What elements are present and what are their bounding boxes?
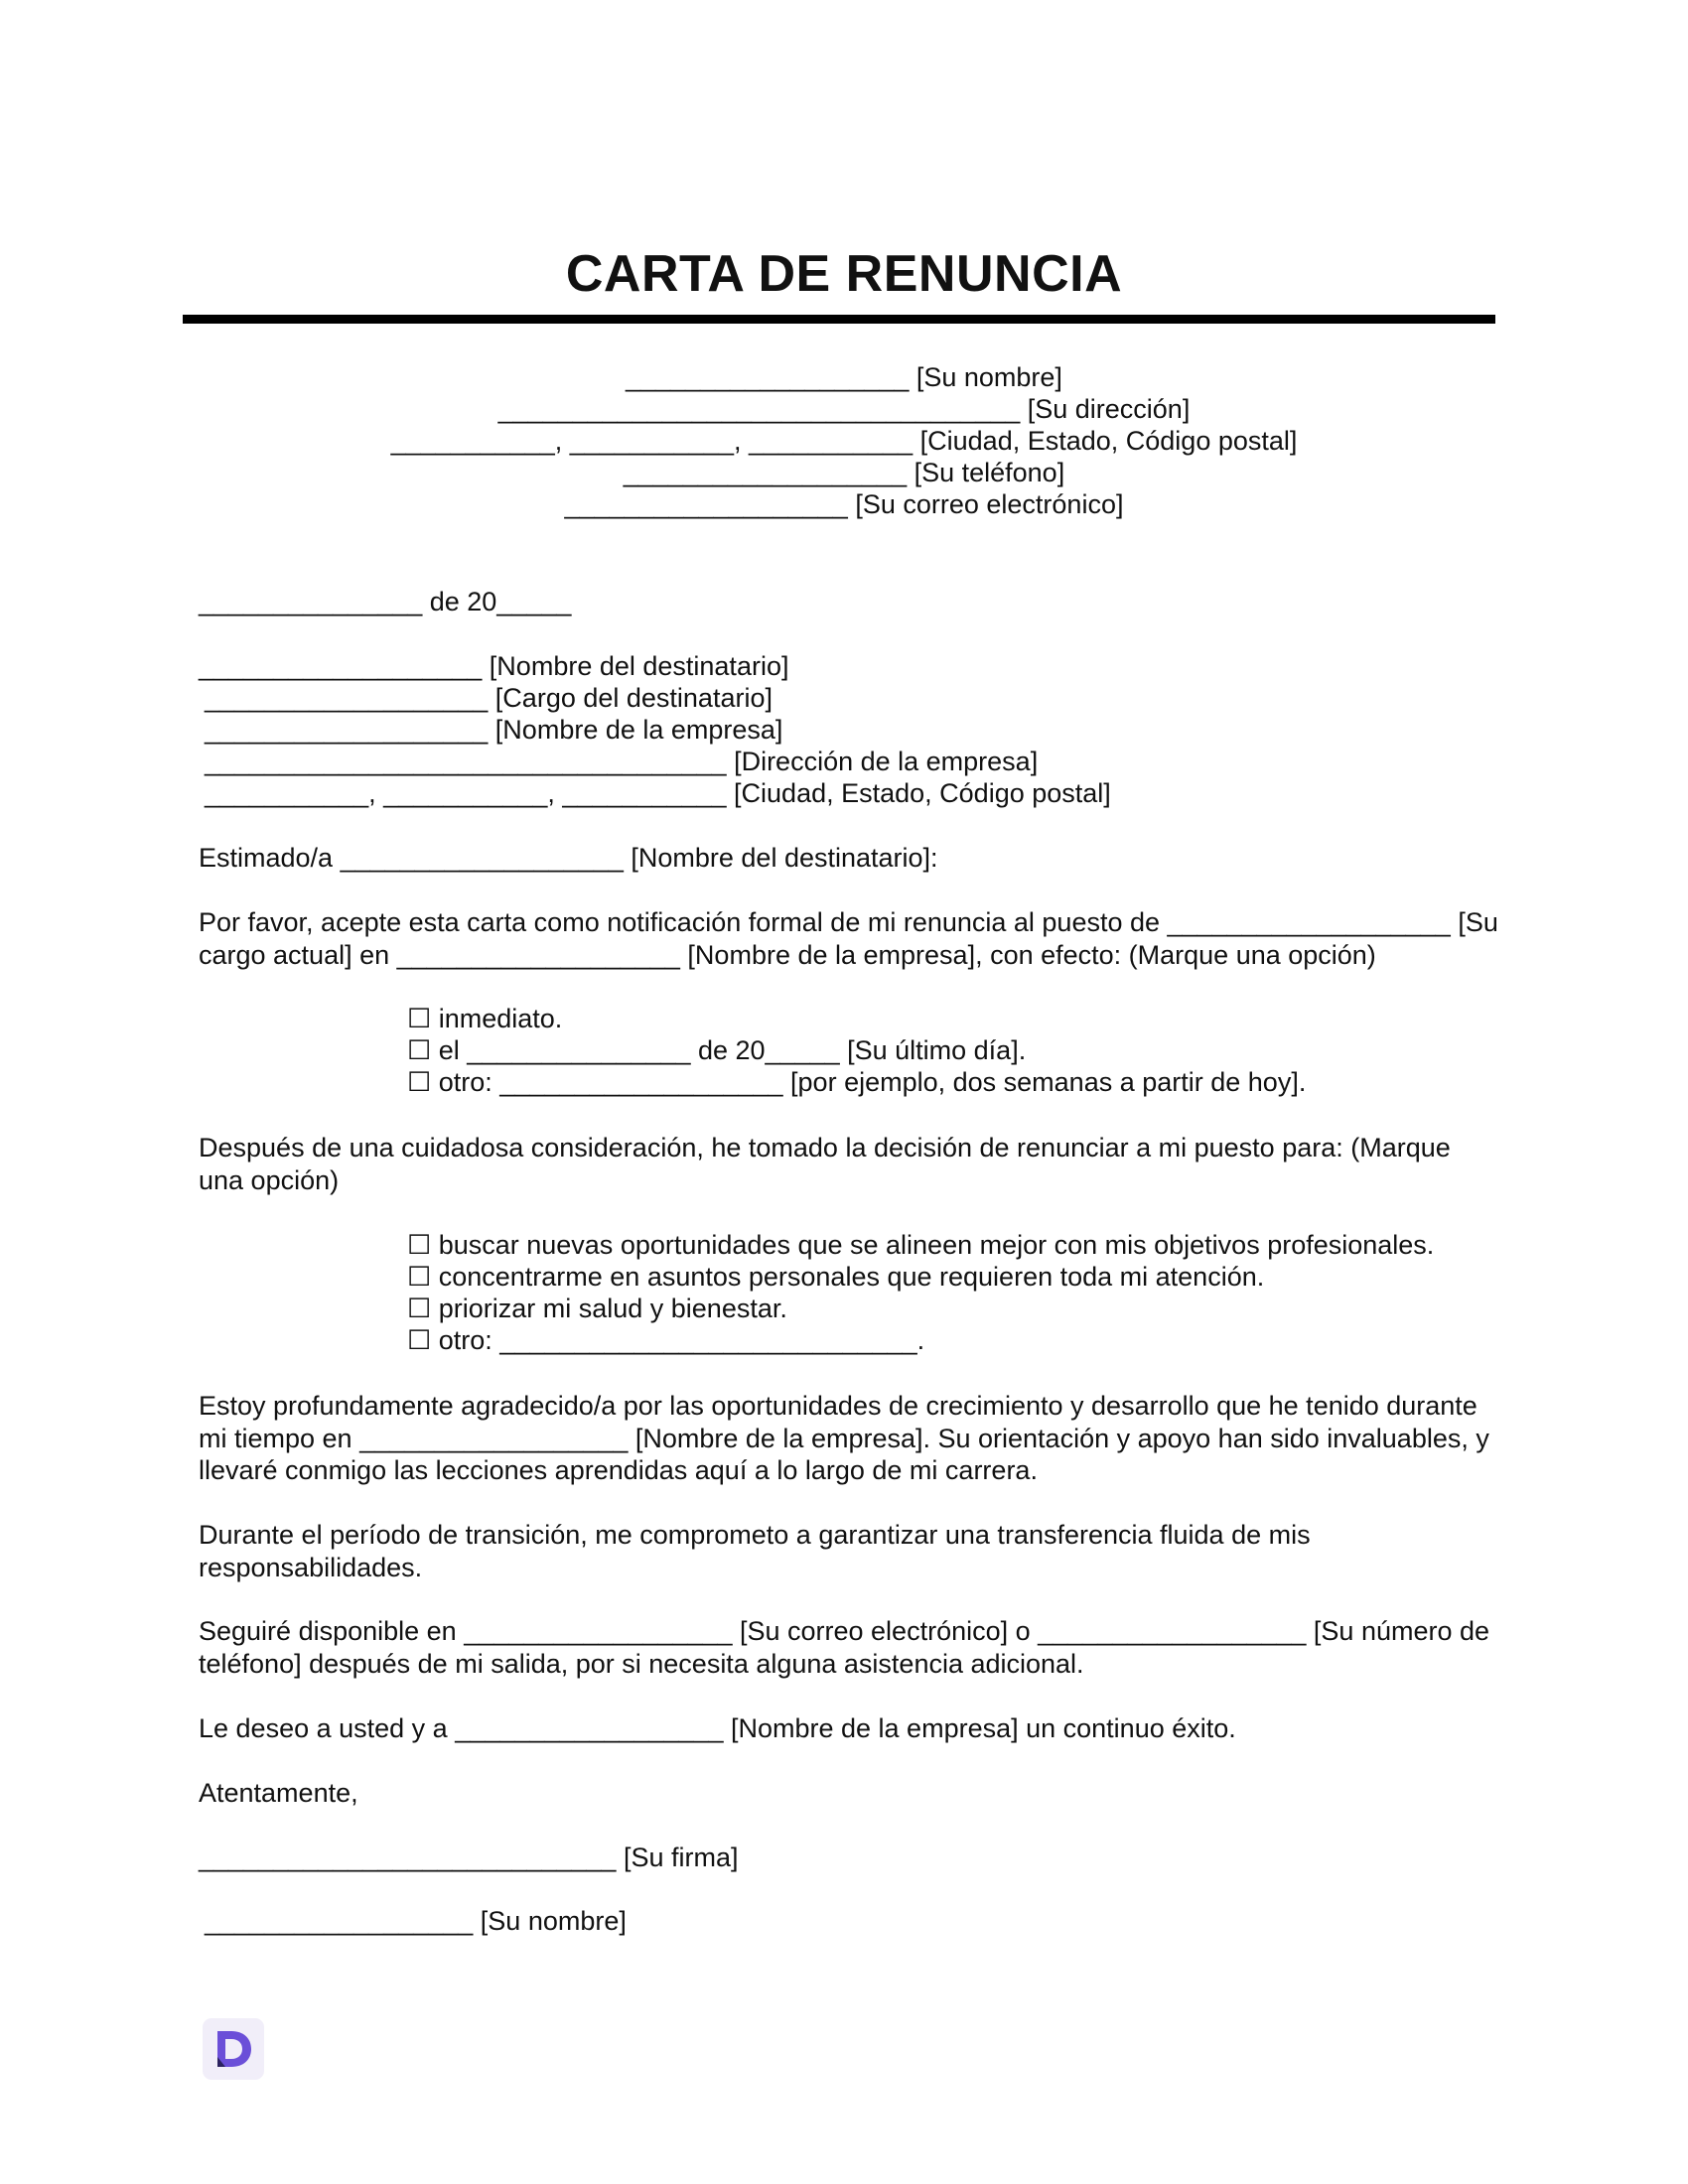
transition-paragraph: Durante el período de transición, me comprometo a garantizar una transferencia fluida de mis responsabilidades. — [199, 1520, 1311, 1582]
recipient-name-line: ___________________ [Nombre del destinatario] — [199, 651, 789, 681]
recipient-address-line: ___________________________________ [Dirección de la empresa] — [205, 747, 1039, 776]
brand-logo — [203, 2018, 264, 2080]
reason-option-other: ☐ otro: ____________________________. — [407, 1325, 925, 1355]
salutation: Estimado/a ___________________ [Nombre del destinatario]: — [199, 843, 938, 873]
reason-paragraph: Después de una cuidadosa consideración, he tomado la decisión de renunciar a mi puesto para: (Marque una opción) — [199, 1133, 1451, 1195]
effect-option-immediate: ☐ inmediato. — [407, 1004, 563, 1033]
recipient-city-line: ___________, ___________, ___________ [Ciudad, Estado, Código postal] — [205, 778, 1111, 808]
d-logo-icon — [210, 2025, 257, 2073]
wishes-line: Le deseo a usted y a __________________ [Nombre de la empresa] un continuo éxito. — [199, 1713, 1236, 1743]
title-underline — [183, 315, 1495, 324]
effect-option-other: ☐ otro: ___________________ [por ejemplo, dos semanas a partir de hoy]. — [407, 1067, 1307, 1097]
sender-phone-line: ___________________ [Su teléfono] — [623, 458, 1065, 487]
sender-city-line: ___________, ___________, ___________ [Ciudad, Estado, Código postal] — [390, 426, 1298, 456]
sender-email-line: ___________________ [Su correo electrónico] — [564, 489, 1124, 519]
date-line: _______________ de 20_____ — [199, 587, 572, 616]
reason-option-health: ☐ priorizar mi salud y bienestar. — [407, 1294, 787, 1323]
contact-paragraph: Seguiré disponible en __________________ [Su correo electrónico] o __________________ [Su número de teléfono] después de mi salida, por si necesita alguna asistencia adicional. — [199, 1616, 1490, 1679]
reason-option-personal: ☐ concentrarme en asuntos personales que requieren toda mi atención. — [407, 1262, 1265, 1292]
closing: Atentamente, — [199, 1778, 358, 1808]
gratitude-paragraph: Estoy profundamente agradecido/a por las oportunidades de crecimiento y desarrollo que he tenido durante mi tiempo en __________________ [Nombre de la empresa]. Su orientación y apoyo han sido invaluables, y llevaré conmigo las lecciones aprendidas aquí a lo largo de mi carrera. — [199, 1391, 1489, 1485]
sender-address-line: ___________________________________ [Su dirección] — [497, 394, 1191, 424]
signature-line: ____________________________ [Su firma] — [199, 1843, 739, 1872]
effect-option-date: ☐ el _______________ de 20_____ [Su último día]. — [407, 1035, 1027, 1065]
sender-name-line: ___________________ [Su nombre] — [626, 362, 1062, 392]
reason-option-opportunities: ☐ buscar nuevas oportunidades que se alineen mejor con mis objetivos profesionales. — [407, 1230, 1435, 1260]
notice-paragraph: Por favor, acepte esta carta como notificación formal de mi renuncia al puesto de ___________________ [Su cargo actual] en ___________________ [Nombre de la empresa], con efecto: (Marque una opción) — [199, 907, 1498, 970]
recipient-title-line: ___________________ [Cargo del destinatario] — [205, 683, 773, 713]
recipient-company-line: ___________________ [Nombre de la empresa] — [205, 715, 783, 745]
document-title: CARTA DE RENUNCIA — [565, 245, 1123, 303]
printed-name-line: __________________ [Su nombre] — [205, 1906, 627, 1936]
